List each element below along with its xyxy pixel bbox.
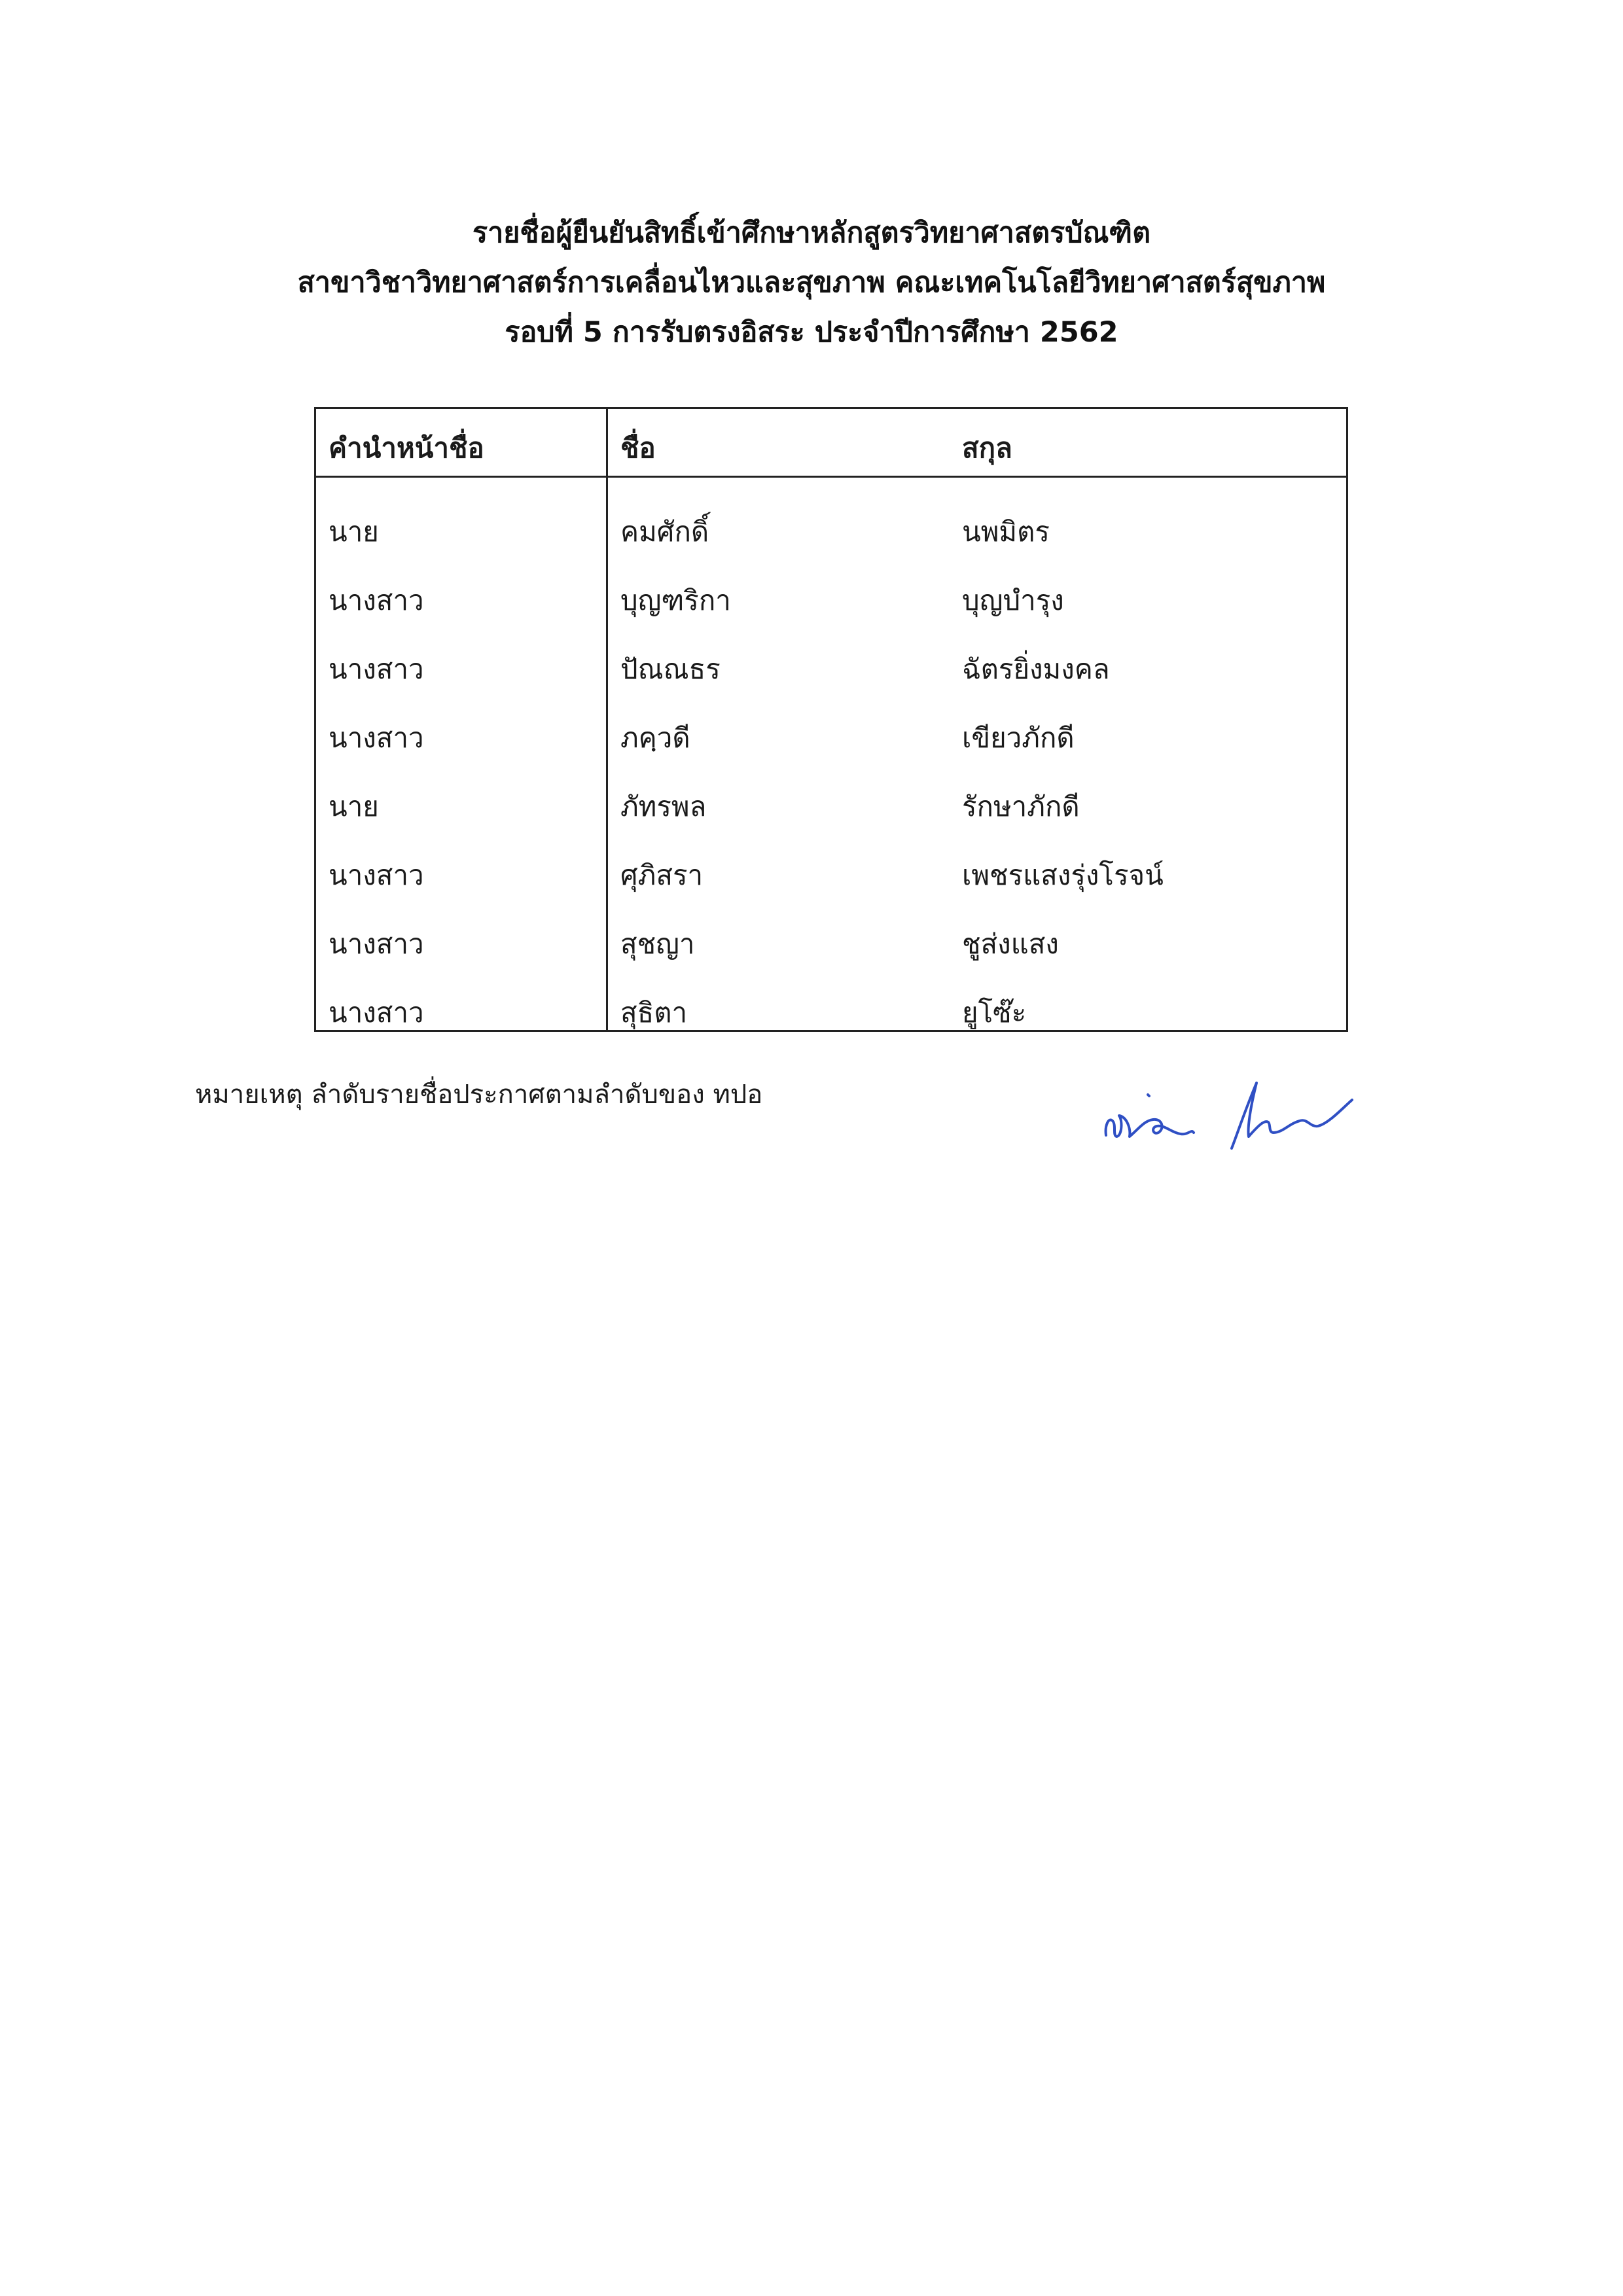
cell-first-name: สุชญา bbox=[620, 928, 695, 960]
cell-last-name: เพชรแสงรุ่งโรจน์ bbox=[962, 859, 1164, 891]
title-line-2: สาขาวิชาวิทยาศาสตร์การเคลื่อนไหวและสุขภาพ คณะเทคโนโลยีวิทยาศาสตร์สุขภาพ bbox=[297, 266, 1326, 299]
cell-first-name: บุญฑริกา bbox=[620, 584, 731, 616]
cell-last-name: ฉัตรยิ่งมงคล bbox=[962, 653, 1110, 685]
handwritten-signature bbox=[1093, 1037, 1400, 1188]
cell-last-name: บุญบำรุง bbox=[962, 584, 1064, 616]
cell-prefix: นางสาว bbox=[329, 859, 424, 891]
cell-prefix: นางสาว bbox=[329, 653, 424, 685]
cell-last-name: ยูโซ๊ะ bbox=[962, 997, 1027, 1029]
cell-prefix: นางสาว bbox=[329, 722, 424, 754]
cell-first-name: สุธิตา bbox=[620, 997, 688, 1029]
table-header bbox=[314, 407, 1348, 476]
header-first-name: ชื่อ bbox=[620, 432, 656, 464]
document-title bbox=[0, 208, 1623, 357]
table-row bbox=[314, 772, 1348, 841]
table-row bbox=[314, 841, 1348, 910]
header-divider bbox=[314, 476, 1348, 478]
cell-first-name: ภัทรพล bbox=[620, 790, 707, 822]
cell-first-name: ศุภิสรา bbox=[620, 859, 704, 891]
header-last-name: สกุล bbox=[962, 432, 1012, 464]
table-row bbox=[314, 566, 1348, 635]
cell-last-name: รักษาภักดี bbox=[962, 790, 1080, 822]
title-line-1: รายชื่อผู้ยืนยันสิทธิ์เข้าศึกษาหลักสูตรวิทยาศาสตรบัณฑิต bbox=[472, 217, 1151, 249]
cell-first-name: ปัณณธร bbox=[620, 653, 721, 685]
table-row bbox=[314, 497, 1348, 566]
cell-prefix: นาย bbox=[329, 790, 379, 822]
table-row bbox=[314, 910, 1348, 978]
table-row bbox=[314, 635, 1348, 703]
title-line-3: รอบที่ 5 การรับตรงอิสระ ประจำปีการศึกษา 2562 bbox=[505, 316, 1118, 349]
cell-prefix: นางสาว bbox=[329, 584, 424, 616]
cell-prefix: นางสาว bbox=[329, 928, 424, 960]
header-prefix: คำนำหน้าชื่อ bbox=[329, 432, 484, 464]
table-body bbox=[314, 497, 1348, 1047]
cell-last-name: เขียวภักดี bbox=[962, 722, 1075, 754]
cell-prefix: นางสาว bbox=[329, 997, 424, 1029]
footnote: หมายเหตุ ลำดับรายชื่อประกาศตามลำดับของ ทปอ bbox=[195, 1080, 763, 1110]
table-row bbox=[314, 703, 1348, 772]
cell-first-name: คมศักดิ์ bbox=[620, 516, 709, 548]
cell-first-name: ภคฺวดี bbox=[620, 722, 690, 754]
cell-last-name: นพมิตร bbox=[962, 516, 1050, 548]
cell-last-name: ชูส่งแสง bbox=[962, 928, 1059, 960]
cell-prefix: นาย bbox=[329, 516, 379, 548]
